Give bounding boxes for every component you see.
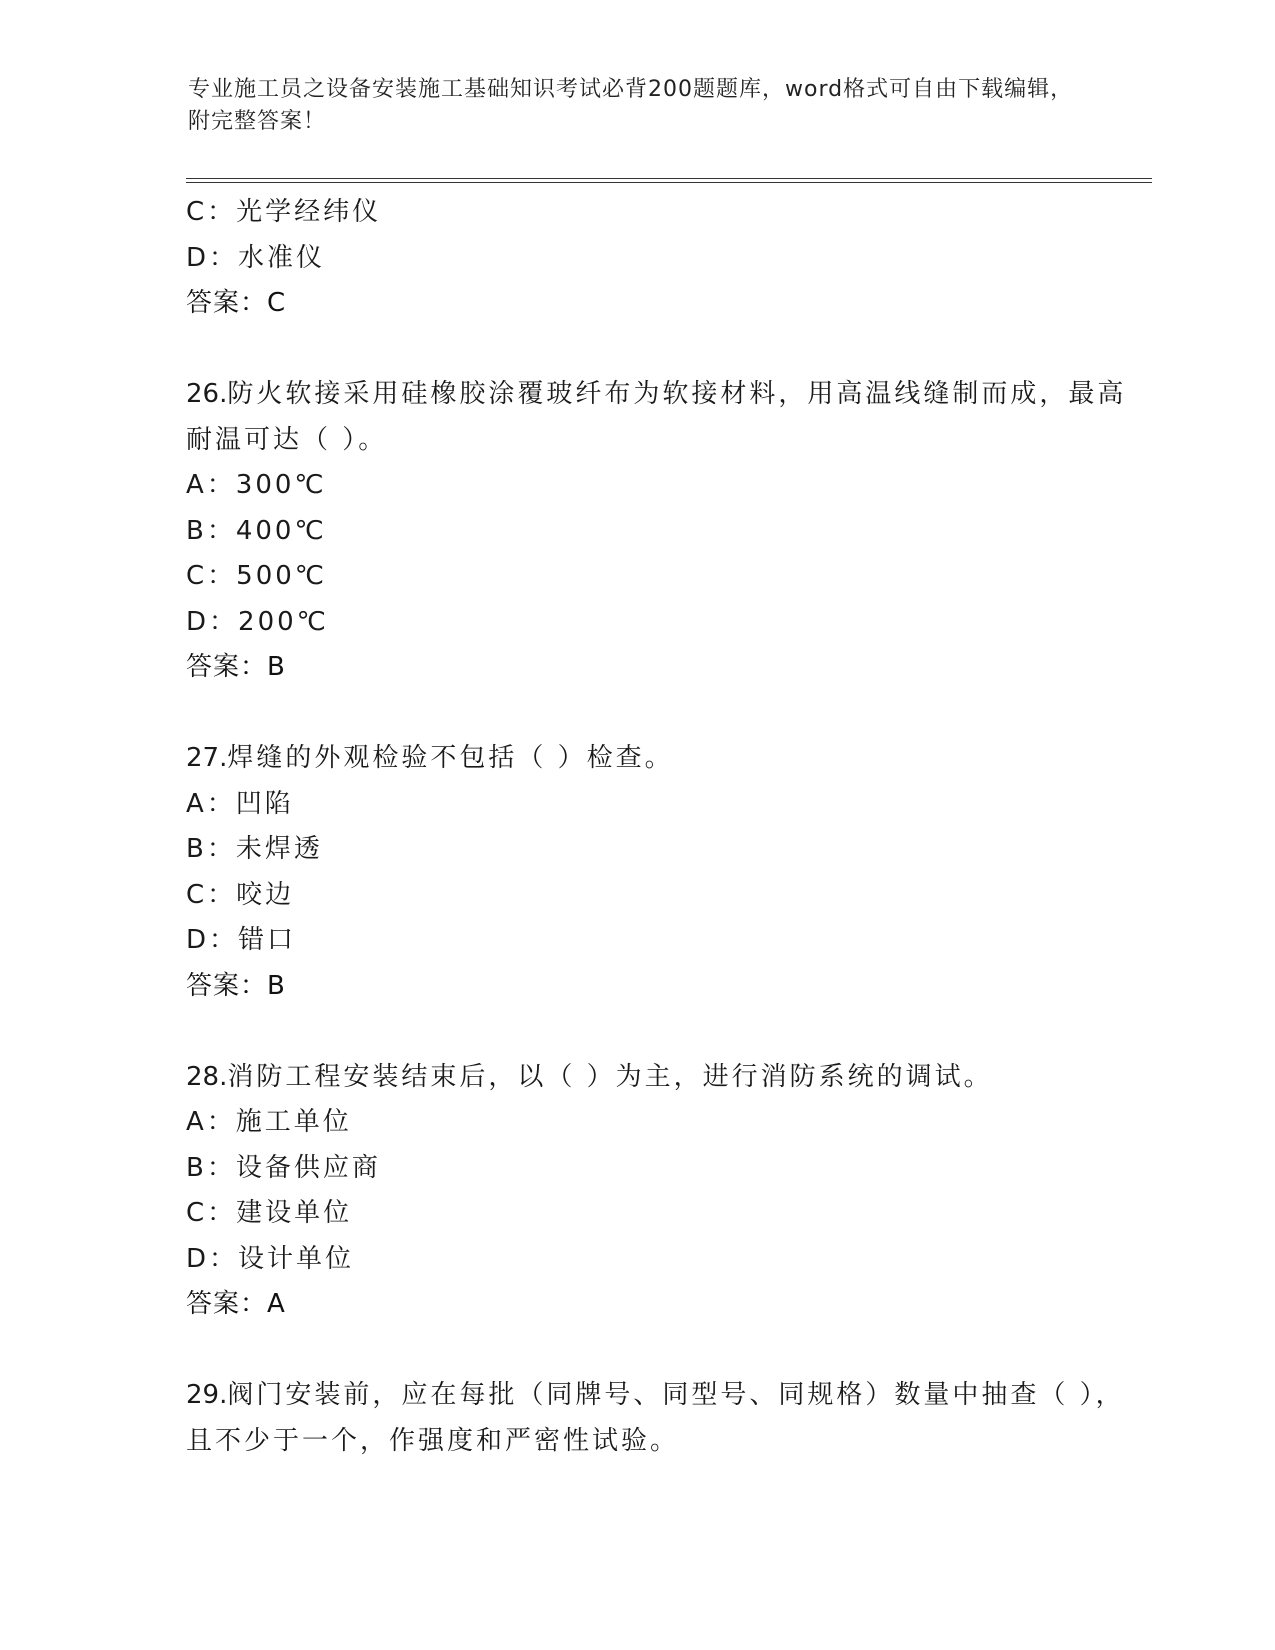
- question-text: 阀门安装前，应在每批（同牌号、同型号、同规格）数量中抽查（ ），且不少于一个，作强度和严密性试验。: [186, 1380, 1125, 1456]
- option-a: [186, 463, 1136, 509]
- option-text: 咬边: [236, 879, 295, 910]
- option-d: [186, 236, 1136, 282]
- option-b: [186, 509, 1136, 555]
- option-c: [186, 873, 1136, 919]
- spacer: [186, 691, 1136, 737]
- question-27: [186, 736, 1136, 782]
- header-divider: [186, 178, 1152, 183]
- question-text: 消防工程安装结束后，以（ ）为主，进行消防系统的调试。: [227, 1061, 993, 1092]
- option-letter: C：: [186, 561, 237, 591]
- option-d: [186, 918, 1136, 964]
- question-text: 防火软接采用硅橡胶涂覆玻纤布为软接材料，用高温线缝制而成，最高耐温可达（ ）。: [186, 379, 1127, 455]
- option-text: 施工单位: [235, 1107, 352, 1137]
- question-number: 29.: [186, 1380, 228, 1410]
- option-a: [186, 782, 1136, 828]
- option-c: [186, 1191, 1136, 1237]
- spacer: [186, 327, 1136, 373]
- answer-label: 答案：: [186, 1289, 268, 1319]
- option-text: 200℃: [238, 606, 329, 637]
- answer-value: B: [267, 652, 286, 682]
- option-text: 未焊透: [235, 834, 323, 864]
- option-c: [186, 554, 1136, 600]
- answer-label: 答案：: [186, 288, 268, 318]
- question-number: 26.: [186, 379, 228, 409]
- answer-label: 答案：: [186, 652, 268, 682]
- option-d: [186, 600, 1136, 646]
- spacer: [186, 1328, 1136, 1374]
- option-letter: B：: [186, 834, 236, 864]
- question-number: 27.: [186, 743, 228, 773]
- option-text: 设计单位: [238, 1243, 355, 1274]
- option-letter: A：: [186, 1107, 236, 1137]
- option-letter: C：: [186, 879, 237, 910]
- question-26: [186, 372, 1136, 463]
- option-text: 建设单位: [236, 1198, 353, 1228]
- option-letter: D：: [186, 242, 239, 273]
- answer-line: [186, 281, 1136, 327]
- option-d: [186, 1237, 1136, 1283]
- option-letter: D：: [186, 1243, 239, 1274]
- option-text: 凹陷: [235, 788, 294, 819]
- answer-line: [186, 964, 1136, 1010]
- answer-value: C: [267, 288, 287, 318]
- option-b: [186, 827, 1136, 873]
- option-letter: A：: [186, 788, 236, 819]
- answer-line: [186, 1282, 1136, 1328]
- option-text: 光学经纬仪: [236, 197, 382, 227]
- option-letter: D：: [186, 925, 239, 955]
- answer-value: A: [267, 1289, 286, 1319]
- option-letter: B：: [186, 1152, 236, 1183]
- option-a: [186, 1100, 1136, 1146]
- option-letter: A：: [186, 470, 236, 500]
- answer-line: [186, 645, 1136, 691]
- answer-label: 答案：: [186, 970, 268, 1001]
- answer-value: B: [267, 970, 286, 1001]
- option-letter: C：: [186, 1198, 237, 1228]
- option-text: 400℃: [235, 515, 327, 546]
- document-header: 专业施工员之设备安装施工基础知识考试必背200题题库，word格式可自由下载编辑，附完整答案！: [188, 77, 1074, 134]
- option-text: 错口: [238, 925, 297, 955]
- option-b: [186, 1146, 1136, 1192]
- question-list: [186, 190, 1136, 1464]
- option-letter: C：: [186, 197, 237, 227]
- option-text: 500℃: [236, 561, 327, 591]
- option-c: [186, 190, 1136, 236]
- question-number: 28.: [186, 1061, 228, 1092]
- question-text: 焊缝的外观检验不包括（ ）检查。: [227, 743, 674, 773]
- question-29: [186, 1373, 1136, 1464]
- option-text: 设备供应商: [235, 1152, 381, 1183]
- option-letter: B：: [186, 515, 236, 546]
- question-28: [186, 1055, 1136, 1101]
- spacer: [186, 1009, 1136, 1055]
- option-text: 水准仪: [238, 242, 326, 273]
- option-letter: D：: [186, 606, 239, 637]
- option-text: 300℃: [235, 470, 327, 500]
